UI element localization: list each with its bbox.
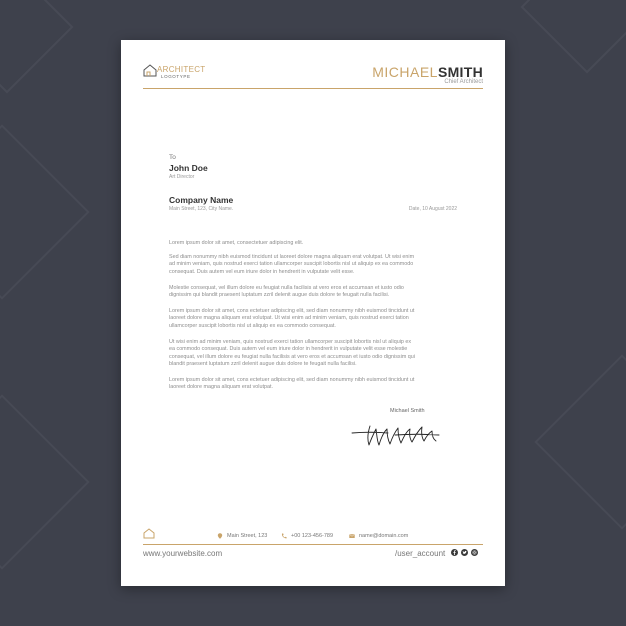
social-icons [451, 549, 478, 556]
body-paragraph [169, 377, 457, 392]
recipient-name: John Doe [169, 163, 208, 173]
paragraph-line: Lorem ipsum dolor sit amet, cons ectetuer adipiscing elit, sed diam nonummy nibh euismod tincidunt ut [169, 308, 415, 314]
logo-title: ARCHITECT [157, 65, 206, 74]
twitter-icon[interactable] [461, 549, 468, 556]
company-name: Company Name [169, 195, 234, 205]
footer-website: www.yourwebsite.com [143, 549, 223, 558]
body-paragraph [169, 254, 457, 276]
body-paragraph [169, 339, 457, 369]
logo-subtitle: LOGOTYPE [161, 74, 191, 79]
footer-house-logo-icon [143, 528, 155, 539]
paragraph-line: consequat. Duis autem vel eum iriure dolor in hendrerit in vulputate velit esse. [169, 268, 355, 275]
letter-opening: Lorem ipsum dolor sit amet, consectetuer adipiscing elit. [169, 240, 304, 246]
background-shape [0, 0, 73, 93]
sender-first-name: MICHAEL [372, 64, 438, 80]
handwritten-signature [350, 420, 442, 450]
signature-name: Michael Smith [390, 408, 425, 414]
paragraph-line: Molestie consequat, vel illum dolore eu feugiat nulla facilisis at vero eros et accumsan et iusto odio [169, 285, 404, 291]
paragraph-line: ad minim veniam, quis nostrud exerci tation ullamcorper suscipit lobortis nisl ut aliquip ex ea commodo [169, 261, 414, 268]
body-paragraph [169, 285, 457, 300]
paragraph-line: Lorem ipsum dolor sit amet, cons ectetuer adipiscing elit, sed diam nonummy nibh euismod tincidunt ut [169, 377, 415, 383]
background-shape [521, 0, 626, 73]
background-shape [534, 354, 626, 529]
paragraph-line: Ut wisi enim ad minim veniam, quis nostrud exerci tation ullamcorper suscipit lobortis nisl ut aliquip ex [169, 339, 412, 345]
house-logo-icon [143, 64, 157, 77]
instagram-icon[interactable] [471, 549, 478, 556]
paragraph-line: blandit praesent luptatum zzril delenit augue duis dolore te feugait nulla facilisi. [169, 361, 357, 368]
paragraph-line: ullamcorper suscipit lobortis nisl ut aliquip ex ea commodo consequat. [169, 322, 336, 329]
background-shape [0, 394, 90, 569]
company-address: Main Street, 123, City Name. [169, 206, 234, 212]
facebook-icon[interactable] [451, 549, 458, 556]
recipient-role: Art Director [169, 174, 195, 180]
body-paragraph [169, 308, 457, 330]
letterhead-page [121, 40, 505, 586]
footer-email: name@domain.com [359, 533, 409, 539]
letter-date: Date, 10 August 2022 [408, 206, 457, 212]
background-shape [0, 124, 90, 299]
location-pin-icon [217, 533, 223, 539]
sender-job-title: Chief Architect [444, 79, 483, 85]
header-divider [143, 88, 483, 89]
sender-last-name: SMITH [437, 64, 483, 80]
paragraph-line: ea commodo consequat. Duis autem vel eum iriure dolor in hendrerit in vulputate velit esse molestie [169, 346, 408, 353]
footer-divider [143, 544, 483, 545]
paragraph-line: dignissim qui blandit praesent luptatum zzril delenit augue duis dolore te feugait nulla facilisi. [169, 292, 390, 299]
phone-icon [281, 533, 287, 539]
footer-address: Main Street, 123 [227, 533, 268, 539]
footer-phone: +00 123-456-789 [291, 533, 334, 539]
to-label: To [169, 154, 176, 161]
paragraph-line: laoreet dolore magna aliquam erat volutpat. [169, 384, 273, 391]
email-icon [349, 533, 355, 539]
paragraph-line: laoreet dolore magna aliquam erat volutpat. Ut wisi enim ad minim veniam, quis nostrud exerci tation [169, 315, 409, 322]
paragraph-line: Sed diam nonummy nibh euismod tincidunt ut laoreet dolore magna aliquam erat volutpat. Ut wisi enim [169, 254, 415, 260]
footer-user-account: /user_account [395, 549, 446, 558]
paragraph-line: consequat, vel illum dolore eu feugiat nulla facilisis at vero eros et accumsan et iusto odio dignissim qui [169, 353, 416, 360]
